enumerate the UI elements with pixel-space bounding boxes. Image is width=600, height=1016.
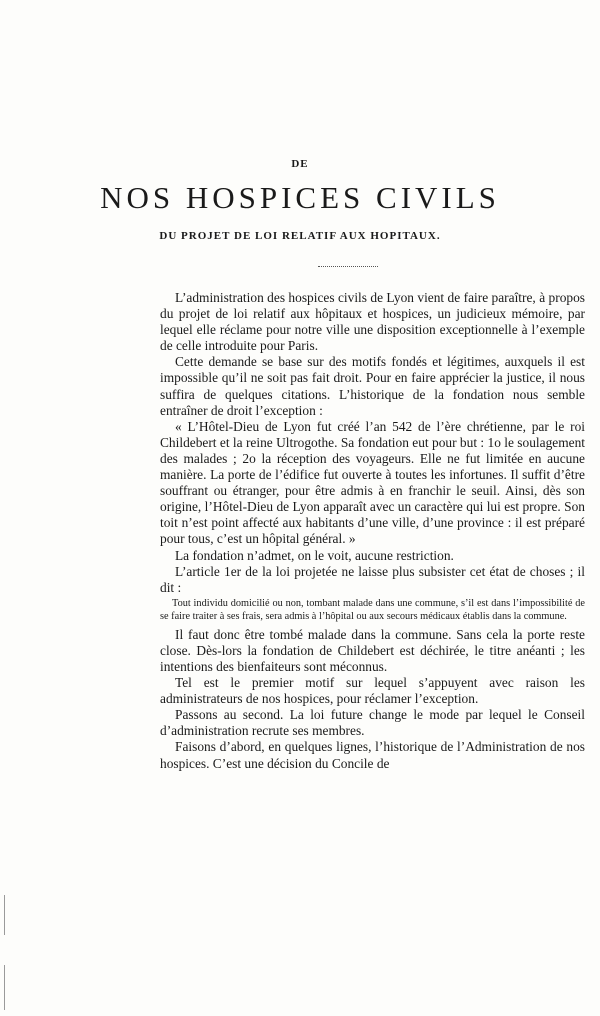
decorative-rule	[318, 266, 378, 267]
article-body	[160, 290, 585, 772]
paragraph: L’administration des hospices civils de Lyon vient de faire paraître, à propos du projet de loi relatif aux hôpitaux et hospices, un judicieux mémoire, par lequel elle réclame pour notre ville une disposition exceptionnelle à l’exemple de celle introduite pour Paris.	[160, 290, 585, 354]
paragraph: Passons au second. La loi future change le mode par lequel le Conseil d’administration recrute ses membres.	[160, 707, 585, 739]
quoted-paragraph: « L’Hôtel-Dieu de Lyon fut créé l’an 542 de l’ère chrétienne, par le roi Childebert et la reine Ultrogothe. Sa fondation eut pour but : 1o le soulagement des malades ; 2o la réception des voyageurs. Elle ne fut limitée en aucune manière. La porte de l’édifice fut ouverte à toutes les infortunes. Il suffit d’être souffrant ou étranger, pour être admis à en franchir le seuil. Ainsi, dès son origine, l’Hôtel-Dieu de Lyon apparaît avec un caractère qui lui est propre. Son toit n’est point affecté aux habitants d’une ville, d’une province : il est préparé pour tous, c’est un hôpital général. »	[160, 418, 585, 547]
paragraph: La fondation n’admet, on le voit, aucune restriction.	[175, 547, 454, 563]
page-subtitle: DU PROJET DE LOI RELATIF AUX HOPITAUX.	[159, 230, 441, 242]
law-quote: Tout individu domicilié ou non, tombant malade dans une commune, s’il est dans l’impossibilité de se faire traiter à ses frais, sera admis à l’hôpital ou aux secours médicaux établis dans la commune.	[160, 597, 585, 623]
paragraph: Il faut donc être tombé malade dans la commune. Sans cela la porte reste close. Dès-lors la fondation de Childebert est déchirée, le titre anéanti ; les intentions des bienfaiteurs sont méconnus.	[160, 626, 585, 674]
paragraph: Cette demande se base sur des motifs fondés et légitimes, auxquels il est impossible qu’il ne soit pas fait droit. Pour en faire apprécier la justice, il nous suffira de quelques citations. L’historique de la fondation nous semble entraîner de droit l’exception :	[160, 354, 585, 418]
paragraph: L’article 1er de la loi projetée ne laisse plus subsister cet état de choses ; il dit :	[160, 563, 585, 595]
scan-artifact	[4, 895, 5, 935]
paragraph: Faisons d’abord, en quelques lignes, l’historique de l’Administration de nos hospices. C’est une décision du Concile de	[160, 739, 585, 771]
heading-prefix: DE	[291, 158, 309, 170]
page-title: NOS HOSPICES CIVILS	[100, 180, 500, 215]
scan-artifact	[4, 965, 5, 1010]
paragraph: Tel est le premier motif sur lequel s’appuyent avec raison les administrateurs de nos hospices, pour réclamer l’exception.	[160, 675, 585, 707]
